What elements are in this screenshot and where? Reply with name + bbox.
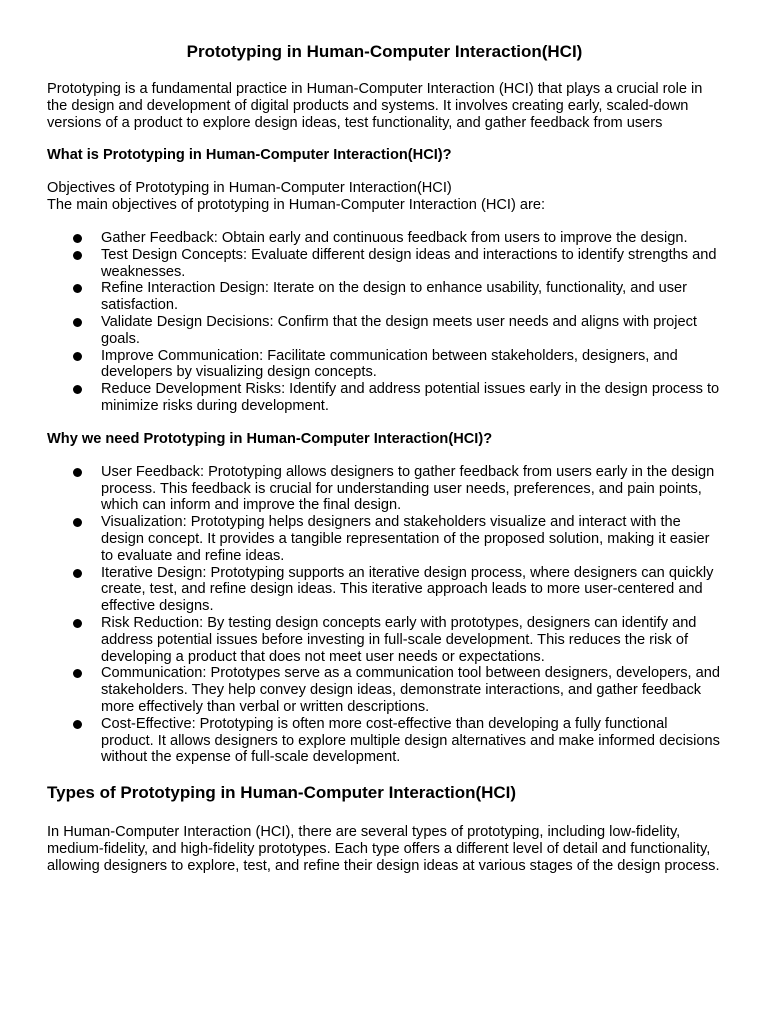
reasons-list xyxy=(47,464,722,766)
list-item xyxy=(47,615,722,665)
bullet-icon xyxy=(73,720,82,729)
list-item-text: Gather Feedback: Obtain early and continuous feedback from users to improve the design. xyxy=(101,229,688,246)
types-paragraph: In Human-Computer Interaction (HCI), there are several types of prototyping, including low-fidelity, medium-fidelity, and high-fidelity prototypes. Each type offers a different level of detail and functionality, allowing designers to explore, test, and refine their design ideas at various stages of the design process. xyxy=(47,824,720,874)
objectives-lead: The main objectives of prototyping in Human-Computer Interaction (HCI) are: xyxy=(47,197,546,214)
list-item xyxy=(47,514,722,564)
section-heading-what-is: What is Prototyping in Human-Computer Interaction(HCI)? xyxy=(47,147,452,164)
list-item xyxy=(47,565,722,615)
list-item xyxy=(47,247,722,281)
bullet-icon xyxy=(73,385,82,394)
list-item xyxy=(47,348,722,382)
list-item-text: Test Design Concepts: Evaluate different design ideas and interactions to identify strengths and weaknesses. xyxy=(101,246,717,280)
list-item-text: Risk Reduction: By testing design concepts early with prototypes, designers can identify and address potential issues before investing in full-scale development. This reduces the risk of developing a product that does not meet user needs or expectations. xyxy=(101,614,697,665)
bullet-icon xyxy=(73,234,82,243)
bullet-icon xyxy=(73,468,82,477)
bullet-icon xyxy=(73,569,82,578)
bullet-icon xyxy=(73,352,82,361)
list-item xyxy=(47,381,722,415)
section-heading-types: Types of Prototyping in Human-Computer Interaction(HCI) xyxy=(47,783,517,803)
bullet-icon xyxy=(73,251,82,260)
list-item-text: Cost-Effective: Prototyping is often more cost-effective than developing a fully functional product. It allows designers to explore multiple design alternatives and make informed decisions without the expense of full-scale development. xyxy=(101,715,720,766)
list-item-text: Validate Design Decisions: Confirm that the design meets user needs and aligns with project goals. xyxy=(101,313,697,347)
list-item-text: Communication: Prototypes serve as a communication tool between designers, developers, and stakeholders. They help convey design ideas, demonstrate interactions, and gather feedback more effectively than verbal or written descriptions. xyxy=(101,665,720,715)
bullet-icon xyxy=(73,518,82,527)
list-item xyxy=(47,280,722,314)
list-item-text: User Feedback: Prototyping allows designers to gather feedback from users early in the design process. This feedback is crucial for understanding user needs, preferences, and pain points, which can inform and improve the final design. xyxy=(101,463,715,514)
list-item xyxy=(47,464,722,514)
list-item xyxy=(47,230,722,247)
list-item xyxy=(47,665,722,715)
bullet-icon xyxy=(73,318,82,327)
list-item-text: Reduce Development Risks: Identify and address potential issues early in the design process to minimize risks during development. xyxy=(101,381,720,414)
objectives-list xyxy=(47,230,722,415)
objectives-subheading: Objectives of Prototyping in Human-Computer Interaction(HCI) xyxy=(47,180,452,197)
list-item xyxy=(47,314,722,348)
list-item-text: Visualization: Prototyping helps designers and stakeholders visualize and interact with the design concept. It provides a tangible representation of the proposed solution, making it easier to evaluate and refine ideas. xyxy=(101,514,710,564)
bullet-icon xyxy=(73,284,82,293)
document-title: Prototyping in Human-Computer Interaction(HCI) xyxy=(186,42,583,61)
intro-paragraph: Prototyping is a fundamental practice in Human-Computer Interaction (HCI) that plays a crucial role in the design and development of digital products and systems. It involves creating early, scaled-down versions of a product to explore design ideas, test functionality, and gather feedback from users xyxy=(47,81,703,131)
section-heading-why-need: Why we need Prototyping in Human-Computer Interaction(HCI)? xyxy=(47,430,493,447)
list-item-text: Refine Interaction Design: Iterate on the design to enhance usability, functionality, and user satisfaction. xyxy=(101,280,688,314)
objectives-block xyxy=(47,180,722,214)
list-item xyxy=(47,716,722,766)
list-item-text: Improve Communication: Facilitate communication between stakeholders, designers, and developers by visualizing design concepts. xyxy=(101,347,678,381)
bullet-icon xyxy=(73,669,82,678)
bullet-icon xyxy=(73,619,82,628)
list-item-text: Iterative Design: Prototyping supports an iterative design process, where designers can quickly create, test, and refine design ideas. This iterative approach leads to more user-centered and effective designs. xyxy=(101,564,714,615)
